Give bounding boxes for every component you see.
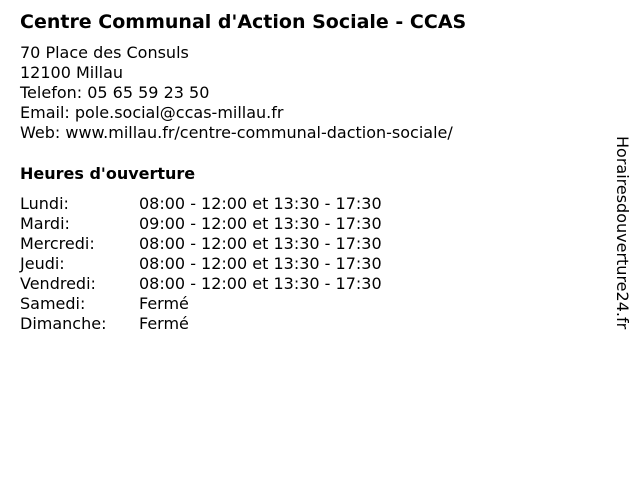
hours-row-vendredi	[20, 274, 440, 294]
hours-table	[20, 194, 440, 334]
phone-line: Telefon: 05 65 59 23 50	[20, 83, 210, 102]
address-city: 12100 Millau	[20, 63, 124, 82]
hours-row-mardi	[20, 214, 440, 234]
day-label: Mardi:	[20, 214, 70, 233]
day-label: Jeudi:	[20, 254, 65, 273]
web-line: Web: www.millau.fr/centre-communal-daction-sociale/	[20, 123, 453, 142]
contact-block	[20, 43, 453, 143]
day-label: Dimanche:	[20, 314, 107, 333]
time-value: Fermé	[139, 314, 189, 333]
hours-row-dimanche	[20, 314, 440, 334]
time-value: 08:00 - 12:00 et 13:30 - 17:30	[139, 254, 382, 273]
time-value: 08:00 - 12:00 et 13:30 - 17:30	[139, 194, 382, 213]
address-street: 70 Place des Consuls	[20, 43, 189, 62]
time-value: Fermé	[139, 294, 189, 313]
day-label: Vendredi:	[20, 274, 96, 293]
day-label: Mercredi:	[20, 234, 95, 253]
day-label: Samedi:	[20, 294, 86, 313]
hours-row-mercredi	[20, 234, 440, 254]
hours-row-samedi	[20, 294, 440, 314]
day-label: Lundi:	[20, 194, 69, 213]
hours-row-jeudi	[20, 254, 440, 274]
time-value: 08:00 - 12:00 et 13:30 - 17:30	[139, 234, 382, 253]
hours-heading: Heures d'ouverture	[20, 164, 196, 183]
side-brand-watermark: Horairesdouverture24.fr	[613, 136, 632, 330]
time-value: 09:00 - 12:00 et 13:30 - 17:30	[139, 214, 382, 233]
hours-row-lundi	[20, 194, 440, 214]
time-value: 08:00 - 12:00 et 13:30 - 17:30	[139, 274, 382, 293]
page-title: Centre Communal d'Action Sociale - CCAS	[20, 11, 467, 33]
email-line: Email: pole.social@ccas-millau.fr	[20, 103, 284, 122]
